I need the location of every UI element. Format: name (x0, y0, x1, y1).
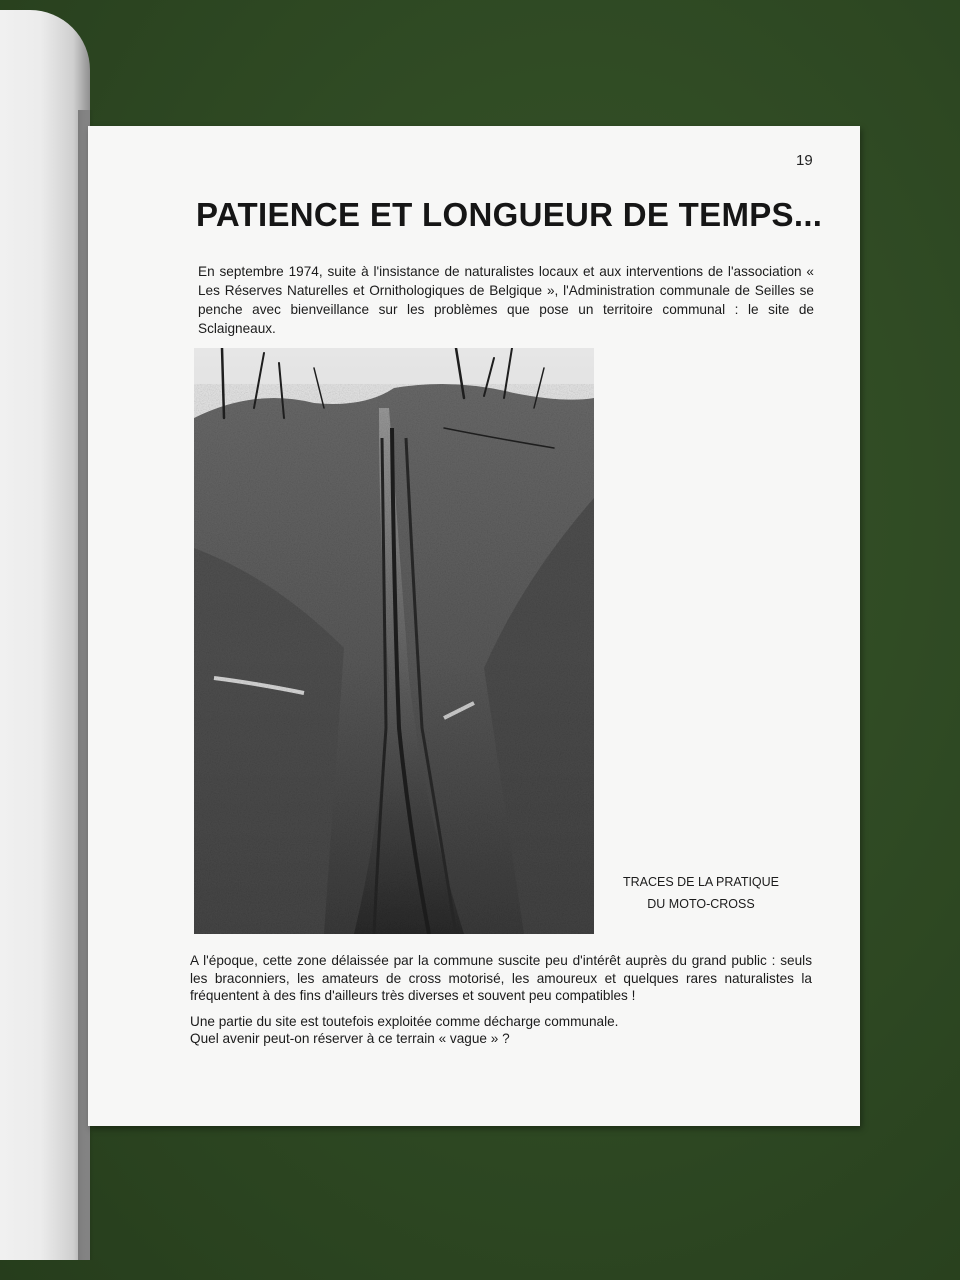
page-number: 19 (796, 152, 813, 169)
book-page (88, 126, 860, 1126)
photo-illustration (194, 348, 594, 934)
sentence-avenir: Quel avenir peut-on réserver à ce terrain « vague » ? (190, 1031, 510, 1046)
paragraph-decharge (190, 1013, 812, 1048)
sentence-decharge: Une partie du site est toutefois exploitée comme décharge communale. (190, 1013, 619, 1029)
caption-line-1: TRACES DE LA PRATIQUE (622, 875, 780, 889)
paragraph-epoque: A l'époque, cette zone délaissée par la commune suscite peu d'intérêt auprès du grand public : seuls les braconniers, les amateurs de cross motorisé, les amoureux et quelques rares naturalistes la fréquentent à des fins d'ailleurs très diverses et souvent peu compatibles ! (190, 953, 812, 1003)
photo-caption (616, 871, 786, 915)
motocross-tracks-photo (194, 348, 594, 934)
body-text (190, 952, 812, 1056)
caption-line-2: DU MOTO-CROSS (647, 897, 755, 911)
page-title: PATIENCE ET LONGUEUR DE TEMPS... (196, 196, 823, 233)
intro-paragraph: En septembre 1974, suite à l'insistance de naturalistes locaux et aux interventions de l'association « Les Réserves Naturelles et Ornithologiques de Belgique », l'Administration communale de Seilles se penche avec bienveillance sur les problèmes que pose un territoire communal : le site de Sclaigneaux. (198, 264, 814, 336)
left-facing-page (0, 10, 90, 1260)
